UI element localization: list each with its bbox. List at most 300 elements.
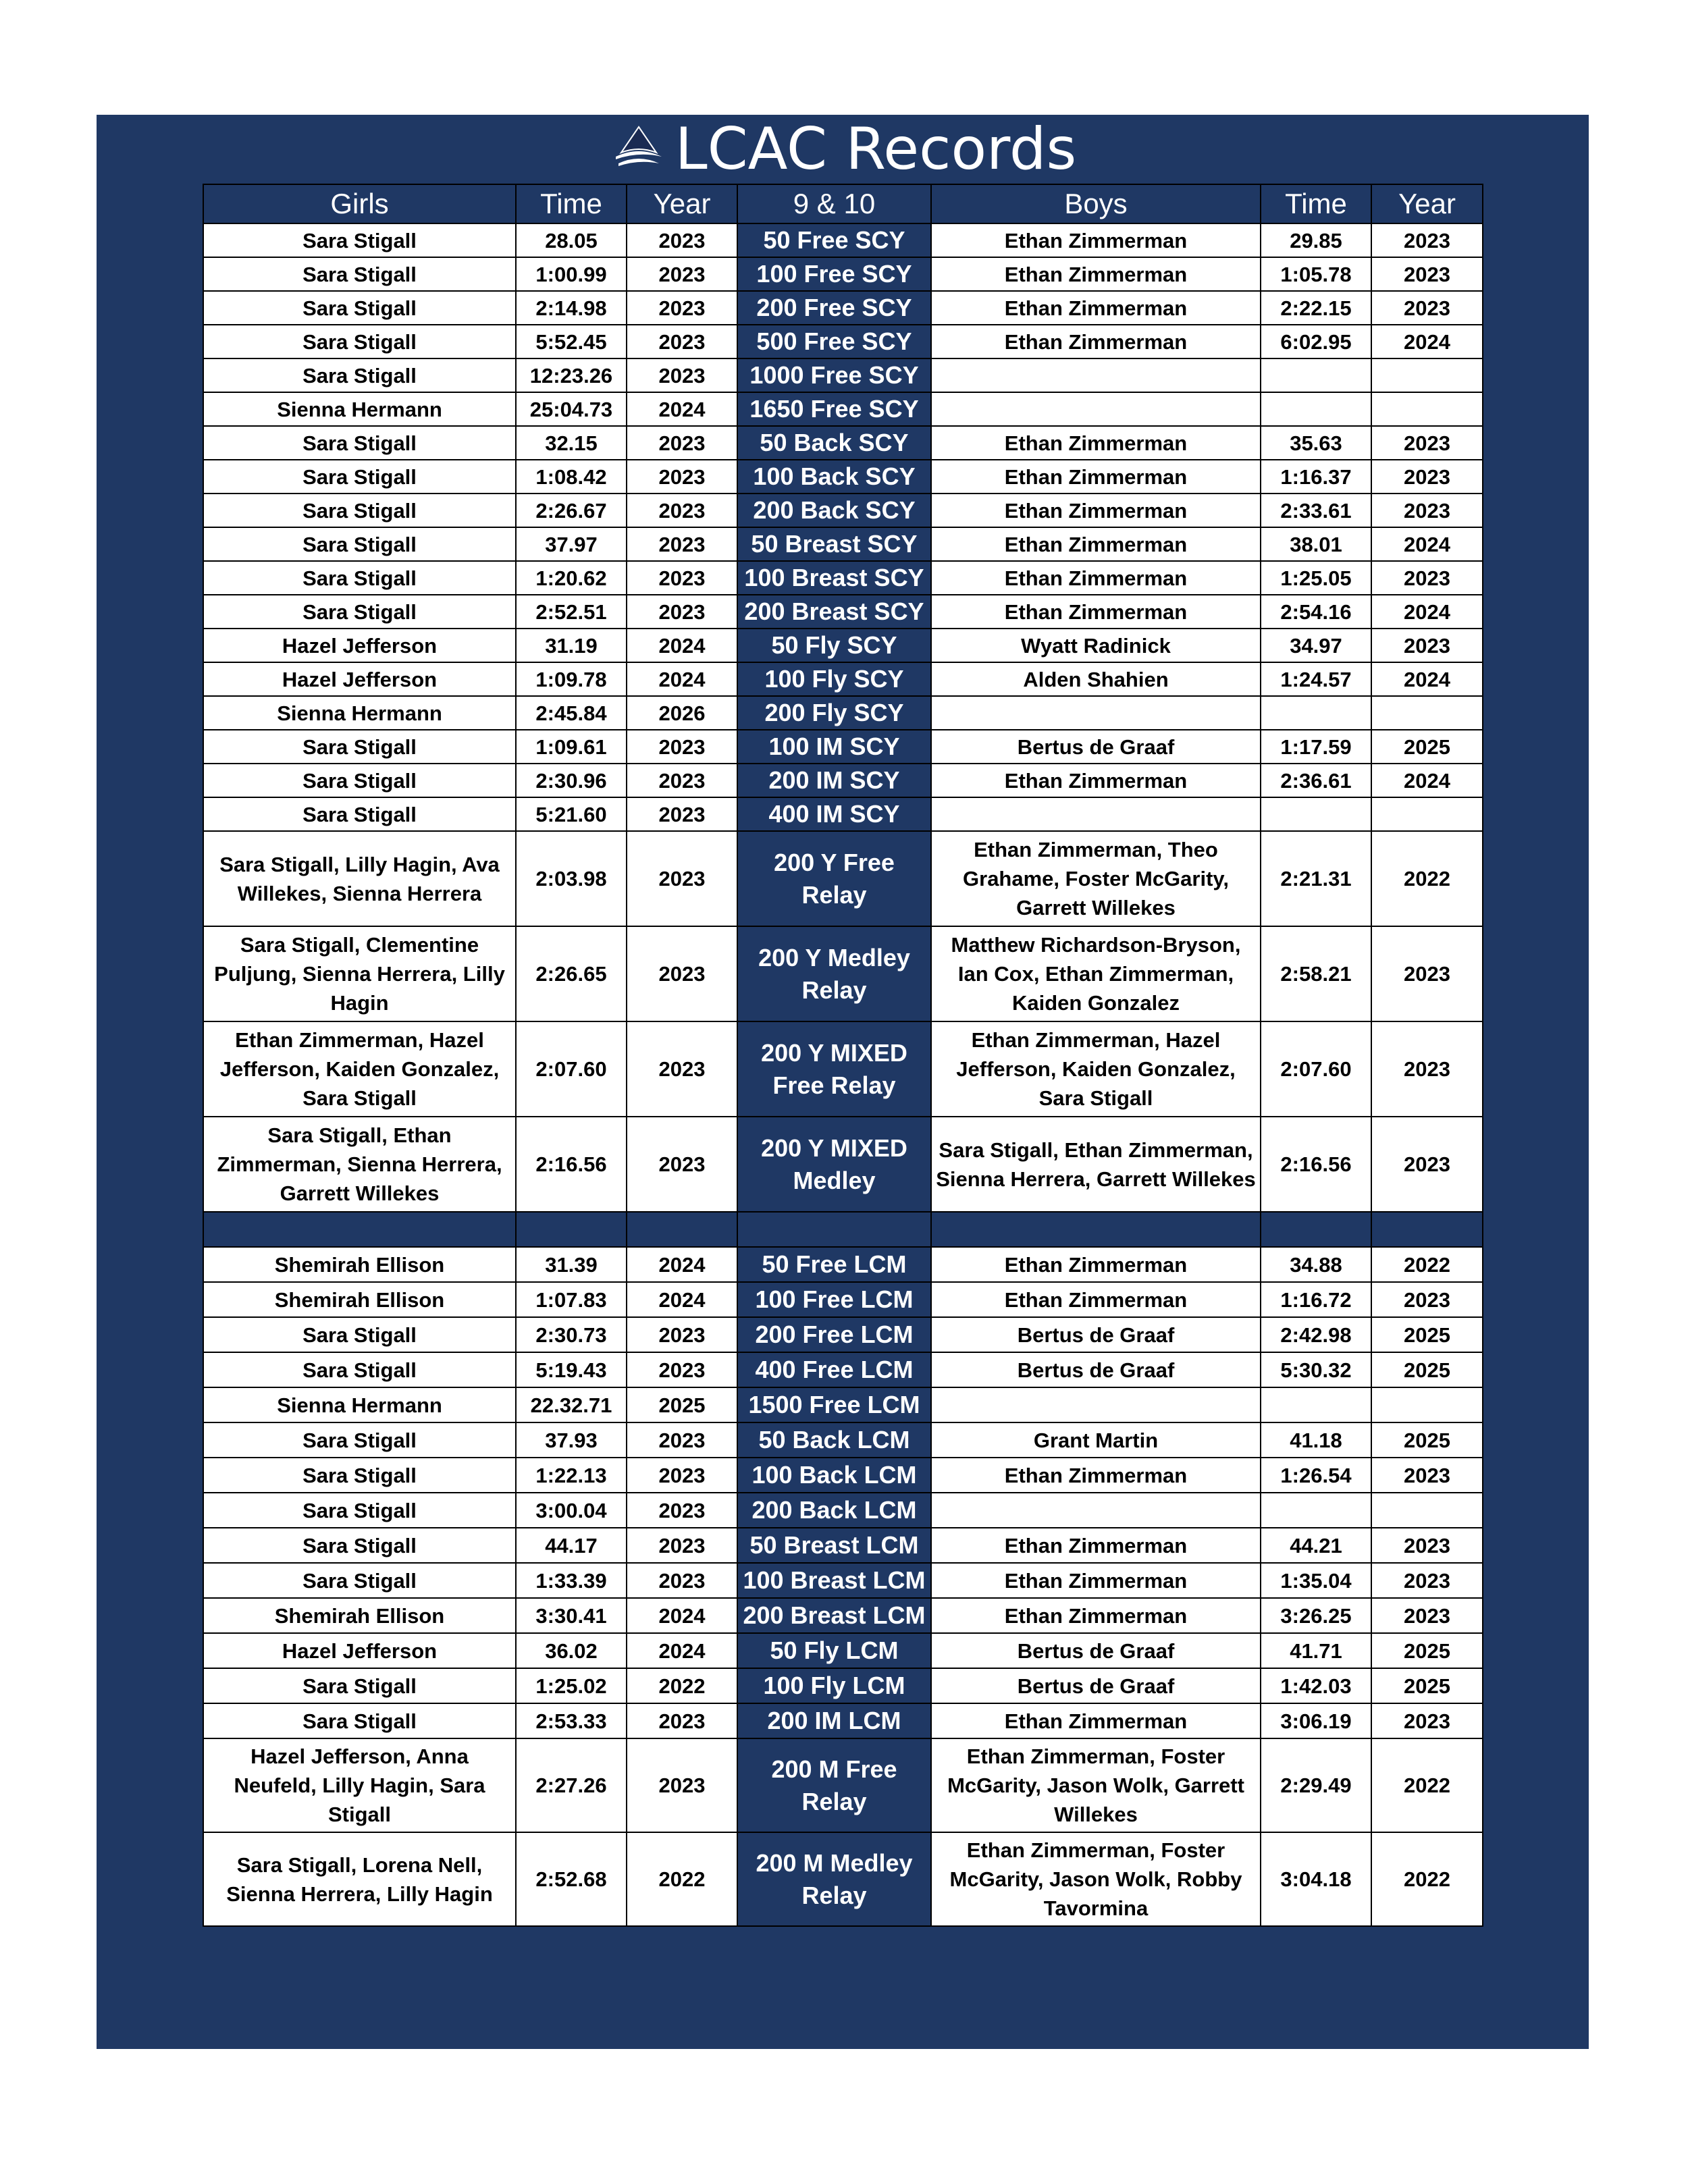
boy-year: 2024 [1371, 764, 1483, 797]
table-row [203, 1493, 1483, 1528]
boy-time: 2:22.15 [1261, 291, 1371, 325]
boy-year: 2023 [1371, 1021, 1483, 1117]
boy-time: 1:17.59 [1261, 730, 1371, 764]
boy-time [1261, 392, 1371, 426]
event-name: 200 IM LCM [737, 1703, 931, 1738]
table-row [203, 831, 1483, 926]
boy-name: Ethan Zimmerman [931, 325, 1261, 358]
girl-time: 36.02 [516, 1633, 627, 1668]
boy-name: Ethan Zimmerman [931, 527, 1261, 561]
boy-time: 1:16.72 [1261, 1282, 1371, 1317]
girl-time: 1:09.61 [516, 730, 627, 764]
boy-name: Bertus de Graaf [931, 730, 1261, 764]
girl-time: 1:22.13 [516, 1458, 627, 1493]
table-row [203, 392, 1483, 426]
boy-time: 3:06.19 [1261, 1703, 1371, 1738]
boy-year: 2022 [1371, 1738, 1483, 1832]
girl-year: 2023 [627, 797, 737, 831]
girl-time: 5:52.45 [516, 325, 627, 358]
boy-name: Ethan Zimmerman [931, 223, 1261, 257]
event-name: 200 Breast SCY [737, 595, 931, 629]
event-name: 50 Free LCM [737, 1247, 931, 1282]
boy-name: Ethan Zimmerman [931, 561, 1261, 595]
table-row [203, 325, 1483, 358]
girl-year: 2023 [627, 1528, 737, 1563]
boy-year: 2023 [1371, 291, 1483, 325]
girl-time: 2:16.56 [516, 1117, 627, 1212]
girl-time: 2:27.26 [516, 1738, 627, 1832]
table-row [203, 797, 1483, 831]
table-row [203, 1738, 1483, 1832]
girl-time: 31.19 [516, 629, 627, 662]
boy-time: 35.63 [1261, 426, 1371, 460]
event-name: 1500 Free LCM [737, 1387, 931, 1422]
girl-time: 2:07.60 [516, 1021, 627, 1117]
event-name: 400 Free LCM [737, 1352, 931, 1387]
girl-time: 2:26.65 [516, 926, 627, 1021]
page-title: LCAC Records [675, 115, 1077, 183]
table-row [203, 1458, 1483, 1493]
girl-year: 2022 [627, 1668, 737, 1703]
girl-name: Sara Stigall [203, 1317, 516, 1352]
event-name: 200 Fly SCY [737, 696, 931, 730]
girl-time: 31.39 [516, 1247, 627, 1282]
girl-year: 2023 [627, 494, 737, 527]
event-name: 50 Breast SCY [737, 527, 931, 561]
girl-name: Sienna Hermann [203, 392, 516, 426]
boy-time: 1:24.57 [1261, 662, 1371, 696]
boy-year: 2025 [1371, 1352, 1483, 1387]
event-name: 1000 Free SCY [737, 358, 931, 392]
table-row [203, 1598, 1483, 1633]
girl-year: 2023 [627, 1563, 737, 1598]
table-row [203, 595, 1483, 629]
boy-year [1371, 392, 1483, 426]
event-name: 200 Free LCM [737, 1317, 931, 1352]
records-table [203, 184, 1483, 1927]
event-name: 200 M Medley Relay [737, 1832, 931, 1926]
separator-cell [1371, 1212, 1483, 1247]
girl-time: 22.32.71 [516, 1387, 627, 1422]
girl-year: 2025 [627, 1387, 737, 1422]
table-row [203, 1668, 1483, 1703]
girl-name: Sara Stigall [203, 1528, 516, 1563]
boy-time: 2:29.49 [1261, 1738, 1371, 1832]
boy-year: 2024 [1371, 595, 1483, 629]
girl-year: 2024 [627, 1598, 737, 1633]
boy-time: 1:26.54 [1261, 1458, 1371, 1493]
table-row [203, 223, 1483, 257]
table-row [203, 358, 1483, 392]
event-name: 500 Free SCY [737, 325, 931, 358]
girls-year-header: Year [627, 184, 737, 223]
separator-cell [516, 1212, 627, 1247]
table-row [203, 257, 1483, 291]
girl-time: 3:30.41 [516, 1598, 627, 1633]
boy-name: Bertus de Graaf [931, 1352, 1261, 1387]
boy-name [931, 696, 1261, 730]
girl-year: 2023 [627, 1422, 737, 1458]
girl-time: 1:20.62 [516, 561, 627, 595]
boy-name: Ethan Zimmerman [931, 291, 1261, 325]
table-row [203, 1633, 1483, 1668]
boy-year: 2023 [1371, 460, 1483, 494]
girl-year: 2023 [627, 325, 737, 358]
event-name: 50 Breast LCM [737, 1528, 931, 1563]
boy-time [1261, 797, 1371, 831]
boy-time: 2:07.60 [1261, 1021, 1371, 1117]
boy-year: 2023 [1371, 1598, 1483, 1633]
girl-name: Sara Stigall, Lorena Nell, Sienna Herrera, Lilly Hagin [203, 1832, 516, 1926]
event-name: 100 Breast SCY [737, 561, 931, 595]
boy-time: 2:58.21 [1261, 926, 1371, 1021]
boy-time: 1:35.04 [1261, 1563, 1371, 1598]
boy-year: 2023 [1371, 494, 1483, 527]
girl-time: 2:45.84 [516, 696, 627, 730]
boy-year: 2023 [1371, 1703, 1483, 1738]
table-row [203, 1317, 1483, 1352]
girl-name: Sara Stigall [203, 257, 516, 291]
girl-time: 2:53.33 [516, 1703, 627, 1738]
girl-time: 1:25.02 [516, 1668, 627, 1703]
girl-name: Shemirah Ellison [203, 1282, 516, 1317]
girl-name: Sara Stigall [203, 494, 516, 527]
event-name: 100 Fly SCY [737, 662, 931, 696]
boy-name: Ethan Zimmerman, Hazel Jefferson, Kaiden Gonzalez, Sara Stigall [931, 1021, 1261, 1117]
event-name: 100 Breast LCM [737, 1563, 931, 1598]
boy-name: Ethan Zimmerman, Foster McGarity, Jason Wolk, Garrett Willekes [931, 1738, 1261, 1832]
boy-year: 2023 [1371, 1117, 1483, 1212]
boy-time: 1:05.78 [1261, 257, 1371, 291]
girl-year: 2023 [627, 1117, 737, 1212]
section-separator-row [203, 1212, 1483, 1247]
table-row [203, 730, 1483, 764]
boy-time: 2:33.61 [1261, 494, 1371, 527]
girl-name: Sienna Hermann [203, 1387, 516, 1422]
girl-year: 2023 [627, 257, 737, 291]
girl-time: 5:19.43 [516, 1352, 627, 1387]
boy-year: 2023 [1371, 561, 1483, 595]
girl-name: Shemirah Ellison [203, 1598, 516, 1633]
event-name: 100 Back LCM [737, 1458, 931, 1493]
girl-year: 2023 [627, 1352, 737, 1387]
girl-year: 2023 [627, 1458, 737, 1493]
table-row [203, 561, 1483, 595]
table-row [203, 1021, 1483, 1117]
event-name: 100 Free SCY [737, 257, 931, 291]
girl-name: Sara Stigall [203, 561, 516, 595]
event-name: 100 IM SCY [737, 730, 931, 764]
girl-name: Ethan Zimmerman, Hazel Jefferson, Kaiden Gonzalez, Sara Stigall [203, 1021, 516, 1117]
girl-year: 2023 [627, 595, 737, 629]
girl-name: Sara Stigall [203, 1422, 516, 1458]
boy-name: Ethan Zimmerman [931, 1598, 1261, 1633]
boy-name: Ethan Zimmerman [931, 1703, 1261, 1738]
girl-name: Sara Stigall, Lilly Hagin, Ava Willekes, Sienna Herrera [203, 831, 516, 926]
girl-name: Sara Stigall [203, 527, 516, 561]
girl-name: Sara Stigall [203, 460, 516, 494]
table-row [203, 629, 1483, 662]
boy-name [931, 358, 1261, 392]
boy-time: 44.21 [1261, 1528, 1371, 1563]
girl-time: 2:03.98 [516, 831, 627, 926]
separator-cell [931, 1212, 1261, 1247]
water-drop-logo-icon [609, 126, 668, 173]
boy-year: 2025 [1371, 730, 1483, 764]
boy-name: Sara Stigall, Ethan Zimmerman, Sienna Herrera, Garrett Willekes [931, 1117, 1261, 1212]
boy-time: 2:54.16 [1261, 595, 1371, 629]
boy-year: 2022 [1371, 1247, 1483, 1282]
event-name: 100 Back SCY [737, 460, 931, 494]
girl-name: Hazel Jefferson [203, 629, 516, 662]
table-row [203, 1422, 1483, 1458]
girl-year: 2024 [627, 392, 737, 426]
girl-time: 1:09.78 [516, 662, 627, 696]
table-row [203, 696, 1483, 730]
title-bar [97, 115, 1589, 184]
boy-time: 3:04.18 [1261, 1832, 1371, 1926]
girl-name: Sara Stigall [203, 426, 516, 460]
boys-header: Boys [931, 184, 1261, 223]
table-row [203, 764, 1483, 797]
girl-name: Sara Stigall [203, 1668, 516, 1703]
boy-name: Bertus de Graaf [931, 1317, 1261, 1352]
event-name: 200 Back LCM [737, 1493, 931, 1528]
girl-time: 37.93 [516, 1422, 627, 1458]
boy-name: Ethan Zimmerman [931, 595, 1261, 629]
girl-year: 2023 [627, 1317, 737, 1352]
separator-cell [737, 1212, 931, 1247]
girl-time: 1:08.42 [516, 460, 627, 494]
boy-year: 2023 [1371, 629, 1483, 662]
girl-name: Sara Stigall [203, 764, 516, 797]
boy-name: Ethan Zimmerman, Foster McGarity, Jason Wolk, Robby Tavormina [931, 1832, 1261, 1926]
boy-name: Alden Shahien [931, 662, 1261, 696]
girl-name: Sara Stigall [203, 1352, 516, 1387]
girl-name: Sara Stigall, Clementine Puljung, Sienna Herrera, Lilly Hagin [203, 926, 516, 1021]
girl-name: Shemirah Ellison [203, 1247, 516, 1282]
boy-name: Ethan Zimmerman [931, 1458, 1261, 1493]
separator-cell [203, 1212, 516, 1247]
boy-year [1371, 797, 1483, 831]
girl-year: 2023 [627, 831, 737, 926]
boy-year [1371, 1387, 1483, 1422]
boy-year: 2024 [1371, 662, 1483, 696]
boy-year [1371, 696, 1483, 730]
boy-time: 41.18 [1261, 1422, 1371, 1458]
event-name: 200 IM SCY [737, 764, 931, 797]
girl-time: 2:30.96 [516, 764, 627, 797]
boy-year: 2023 [1371, 257, 1483, 291]
girls-header: Girls [203, 184, 516, 223]
boy-name: Ethan Zimmerman [931, 764, 1261, 797]
boy-year: 2025 [1371, 1668, 1483, 1703]
boy-name: Bertus de Graaf [931, 1668, 1261, 1703]
boy-name [931, 392, 1261, 426]
boy-year: 2023 [1371, 426, 1483, 460]
girl-time: 12:23.26 [516, 358, 627, 392]
table-row [203, 527, 1483, 561]
boy-year: 2023 [1371, 1282, 1483, 1317]
girl-year: 2024 [627, 662, 737, 696]
table-row [203, 662, 1483, 696]
boy-time: 3:26.25 [1261, 1598, 1371, 1633]
boy-time: 1:42.03 [1261, 1668, 1371, 1703]
girl-name: Hazel Jefferson [203, 1633, 516, 1668]
boy-year: 2025 [1371, 1317, 1483, 1352]
girls-time-header: Time [516, 184, 627, 223]
girl-name: Sara Stigall [203, 1703, 516, 1738]
boy-name: Ethan Zimmerman, Theo Grahame, Foster McGarity, Garrett Willekes [931, 831, 1261, 926]
boy-year: 2024 [1371, 527, 1483, 561]
boy-name [931, 797, 1261, 831]
boy-time: 38.01 [1261, 527, 1371, 561]
girl-name: Sara Stigall [203, 730, 516, 764]
girl-time: 32.15 [516, 426, 627, 460]
boy-name: Ethan Zimmerman [931, 460, 1261, 494]
girl-time: 1:07.83 [516, 1282, 627, 1317]
event-name: 200 Breast LCM [737, 1598, 931, 1633]
girl-year: 2023 [627, 1493, 737, 1528]
girl-year: 2023 [627, 1021, 737, 1117]
girl-time: 2:26.67 [516, 494, 627, 527]
event-name: 50 Free SCY [737, 223, 931, 257]
boys-year-header: Year [1371, 184, 1483, 223]
boy-year: 2024 [1371, 325, 1483, 358]
boy-name: Ethan Zimmerman [931, 1247, 1261, 1282]
boy-time: 34.88 [1261, 1247, 1371, 1282]
girl-name: Sara Stigall [203, 1458, 516, 1493]
boy-name [931, 1493, 1261, 1528]
event-name: 200 M Free Relay [737, 1738, 931, 1832]
girl-time: 3:00.04 [516, 1493, 627, 1528]
event-name: 50 Fly SCY [737, 629, 931, 662]
girl-year: 2023 [627, 926, 737, 1021]
girl-name: Hazel Jefferson, Anna Neufeld, Lilly Hagin, Sara Stigall [203, 1738, 516, 1832]
table-row [203, 426, 1483, 460]
girl-name: Sara Stigall [203, 358, 516, 392]
girl-year: 2022 [627, 1832, 737, 1926]
girl-year: 2023 [627, 764, 737, 797]
girl-time: 28.05 [516, 223, 627, 257]
girl-time: 1:33.39 [516, 1563, 627, 1598]
event-name: 400 IM SCY [737, 797, 931, 831]
girl-year: 2024 [627, 1247, 737, 1282]
girl-time: 2:52.68 [516, 1832, 627, 1926]
event-name: 200 Y MIXED Free Relay [737, 1021, 931, 1117]
separator-cell [1261, 1212, 1371, 1247]
girl-year: 2023 [627, 527, 737, 561]
boy-year: 2023 [1371, 1528, 1483, 1563]
event-name: 50 Fly LCM [737, 1633, 931, 1668]
girl-year: 2023 [627, 358, 737, 392]
event-name: 50 Back LCM [737, 1422, 931, 1458]
table-row [203, 291, 1483, 325]
table-row [203, 460, 1483, 494]
table-row [203, 1247, 1483, 1282]
event-name: 200 Y MIXED Medley [737, 1117, 931, 1212]
girl-year: 2023 [627, 1738, 737, 1832]
girl-year: 2024 [627, 1282, 737, 1317]
boy-year: 2022 [1371, 1832, 1483, 1926]
boy-time: 5:30.32 [1261, 1352, 1371, 1387]
event-name: 50 Back SCY [737, 426, 931, 460]
boy-name: Ethan Zimmerman [931, 494, 1261, 527]
boy-year: 2023 [1371, 223, 1483, 257]
boy-year: 2025 [1371, 1422, 1483, 1458]
girl-name: Sara Stigall [203, 595, 516, 629]
girl-year: 2023 [627, 460, 737, 494]
table-row [203, 1563, 1483, 1598]
separator-cell [627, 1212, 737, 1247]
table-row [203, 1832, 1483, 1926]
table-row [203, 1387, 1483, 1422]
table-row [203, 494, 1483, 527]
girl-time: 2:14.98 [516, 291, 627, 325]
girl-name: Sara Stigall [203, 1493, 516, 1528]
table-row [203, 1703, 1483, 1738]
boy-time: 41.71 [1261, 1633, 1371, 1668]
girl-year: 2023 [627, 561, 737, 595]
girl-year: 2023 [627, 426, 737, 460]
boy-name: Ethan Zimmerman [931, 257, 1261, 291]
girl-time: 1:00.99 [516, 257, 627, 291]
boy-year: 2023 [1371, 1563, 1483, 1598]
girl-time: 2:30.73 [516, 1317, 627, 1352]
boy-time [1261, 1493, 1371, 1528]
event-name: 200 Free SCY [737, 291, 931, 325]
boy-time [1261, 1387, 1371, 1422]
boy-time: 29.85 [1261, 223, 1371, 257]
boy-year [1371, 358, 1483, 392]
boy-name: Ethan Zimmerman [931, 1528, 1261, 1563]
girl-year: 2023 [627, 1703, 737, 1738]
boy-name [931, 1387, 1261, 1422]
boy-time: 6:02.95 [1261, 325, 1371, 358]
boy-time [1261, 358, 1371, 392]
girl-year: 2026 [627, 696, 737, 730]
girl-name: Sara Stigall [203, 325, 516, 358]
table-row [203, 1352, 1483, 1387]
boy-time: 2:21.31 [1261, 831, 1371, 926]
event-name: 100 Free LCM [737, 1282, 931, 1317]
boy-name: Bertus de Graaf [931, 1633, 1261, 1668]
boy-time: 1:16.37 [1261, 460, 1371, 494]
boy-time: 1:25.05 [1261, 561, 1371, 595]
girl-name: Sara Stigall [203, 291, 516, 325]
girl-name: Sara Stigall [203, 797, 516, 831]
girl-year: 2024 [627, 629, 737, 662]
boy-year: 2023 [1371, 926, 1483, 1021]
girl-time: 25:04.73 [516, 392, 627, 426]
boy-year: 2022 [1371, 831, 1483, 926]
boy-name: Ethan Zimmerman [931, 426, 1261, 460]
table-row [203, 926, 1483, 1021]
age-group-header: 9 & 10 [737, 184, 931, 223]
girl-year: 2024 [627, 1633, 737, 1668]
girl-year: 2023 [627, 223, 737, 257]
boy-name: Wyatt Radinick [931, 629, 1261, 662]
boy-name: Ethan Zimmerman [931, 1563, 1261, 1598]
boy-year: 2023 [1371, 1458, 1483, 1493]
boy-name: Grant Martin [931, 1422, 1261, 1458]
boy-year: 2025 [1371, 1633, 1483, 1668]
boy-time: 2:42.98 [1261, 1317, 1371, 1352]
event-name: 1650 Free SCY [737, 392, 931, 426]
event-name: 200 Y Medley Relay [737, 926, 931, 1021]
girl-time: 5:21.60 [516, 797, 627, 831]
boy-name: Ethan Zimmerman [931, 1282, 1261, 1317]
